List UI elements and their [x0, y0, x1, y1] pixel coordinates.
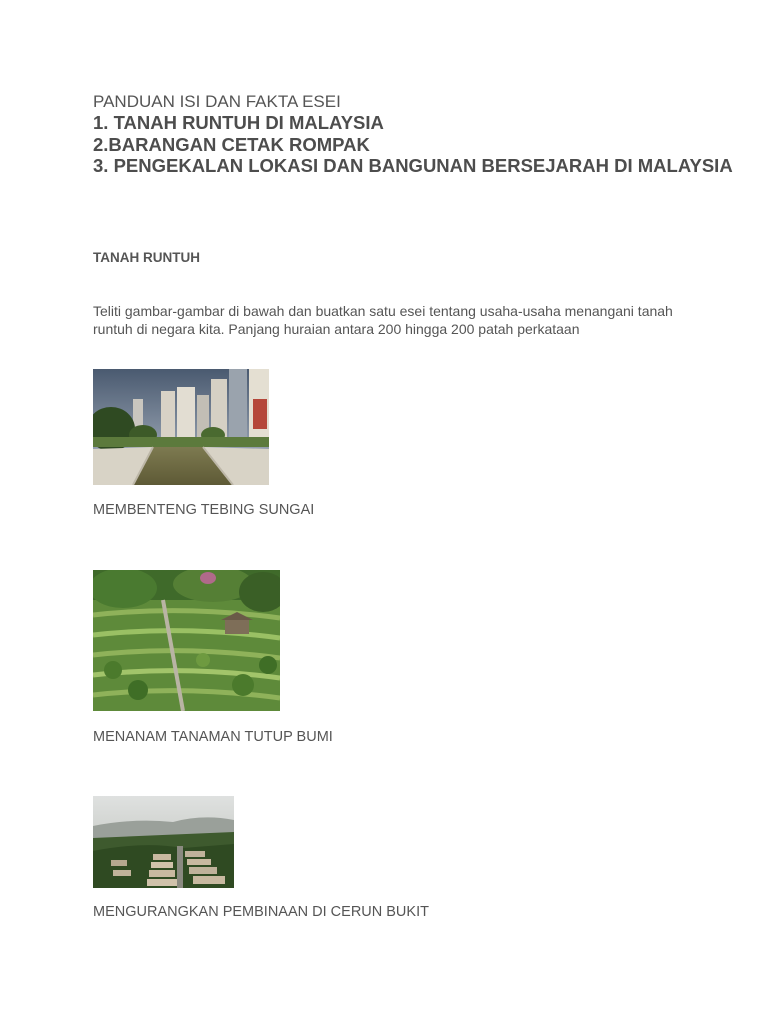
title-item-3: 3. PENGEKALAN LOKASI DAN BANGUNAN BERSEJARAH DI MALAYSIA [93, 155, 733, 176]
river-embankment-image [93, 369, 269, 485]
caption-hillside-development: MENGURANGKAN PEMBINAAN DI CERUN BUKIT [93, 904, 429, 920]
document-subtitle: PANDUAN ISI DAN FAKTA ESEI [93, 92, 341, 111]
hillside-development-photo [93, 796, 234, 888]
ground-cover-photo [93, 570, 280, 711]
river-embankment-photo [93, 369, 269, 485]
ground-cover-image [93, 570, 280, 711]
caption-river-embankment: MEMBENTENG TEBING SUNGAI [93, 502, 315, 518]
section-heading: TANAH RUNTUH [93, 250, 200, 265]
title-item-1: 1. TANAH RUNTUH DI MALAYSIA [93, 112, 384, 133]
hillside-development-image [93, 796, 234, 888]
title-item-2: 2.BARANGAN CETAK ROMPAK [93, 133, 370, 155]
caption-ground-cover: MENANAM TANAMAN TUTUP BUMI [93, 729, 333, 745]
title-list [93, 112, 733, 177]
instruction-paragraph: Teliti gambar-gambar di bawah dan buatkan satu esei tentang usaha-usaha menangani tanah runtuh di negara kita. Panjang huraian antara 200 hingga 200 patah perkataan [93, 303, 673, 337]
